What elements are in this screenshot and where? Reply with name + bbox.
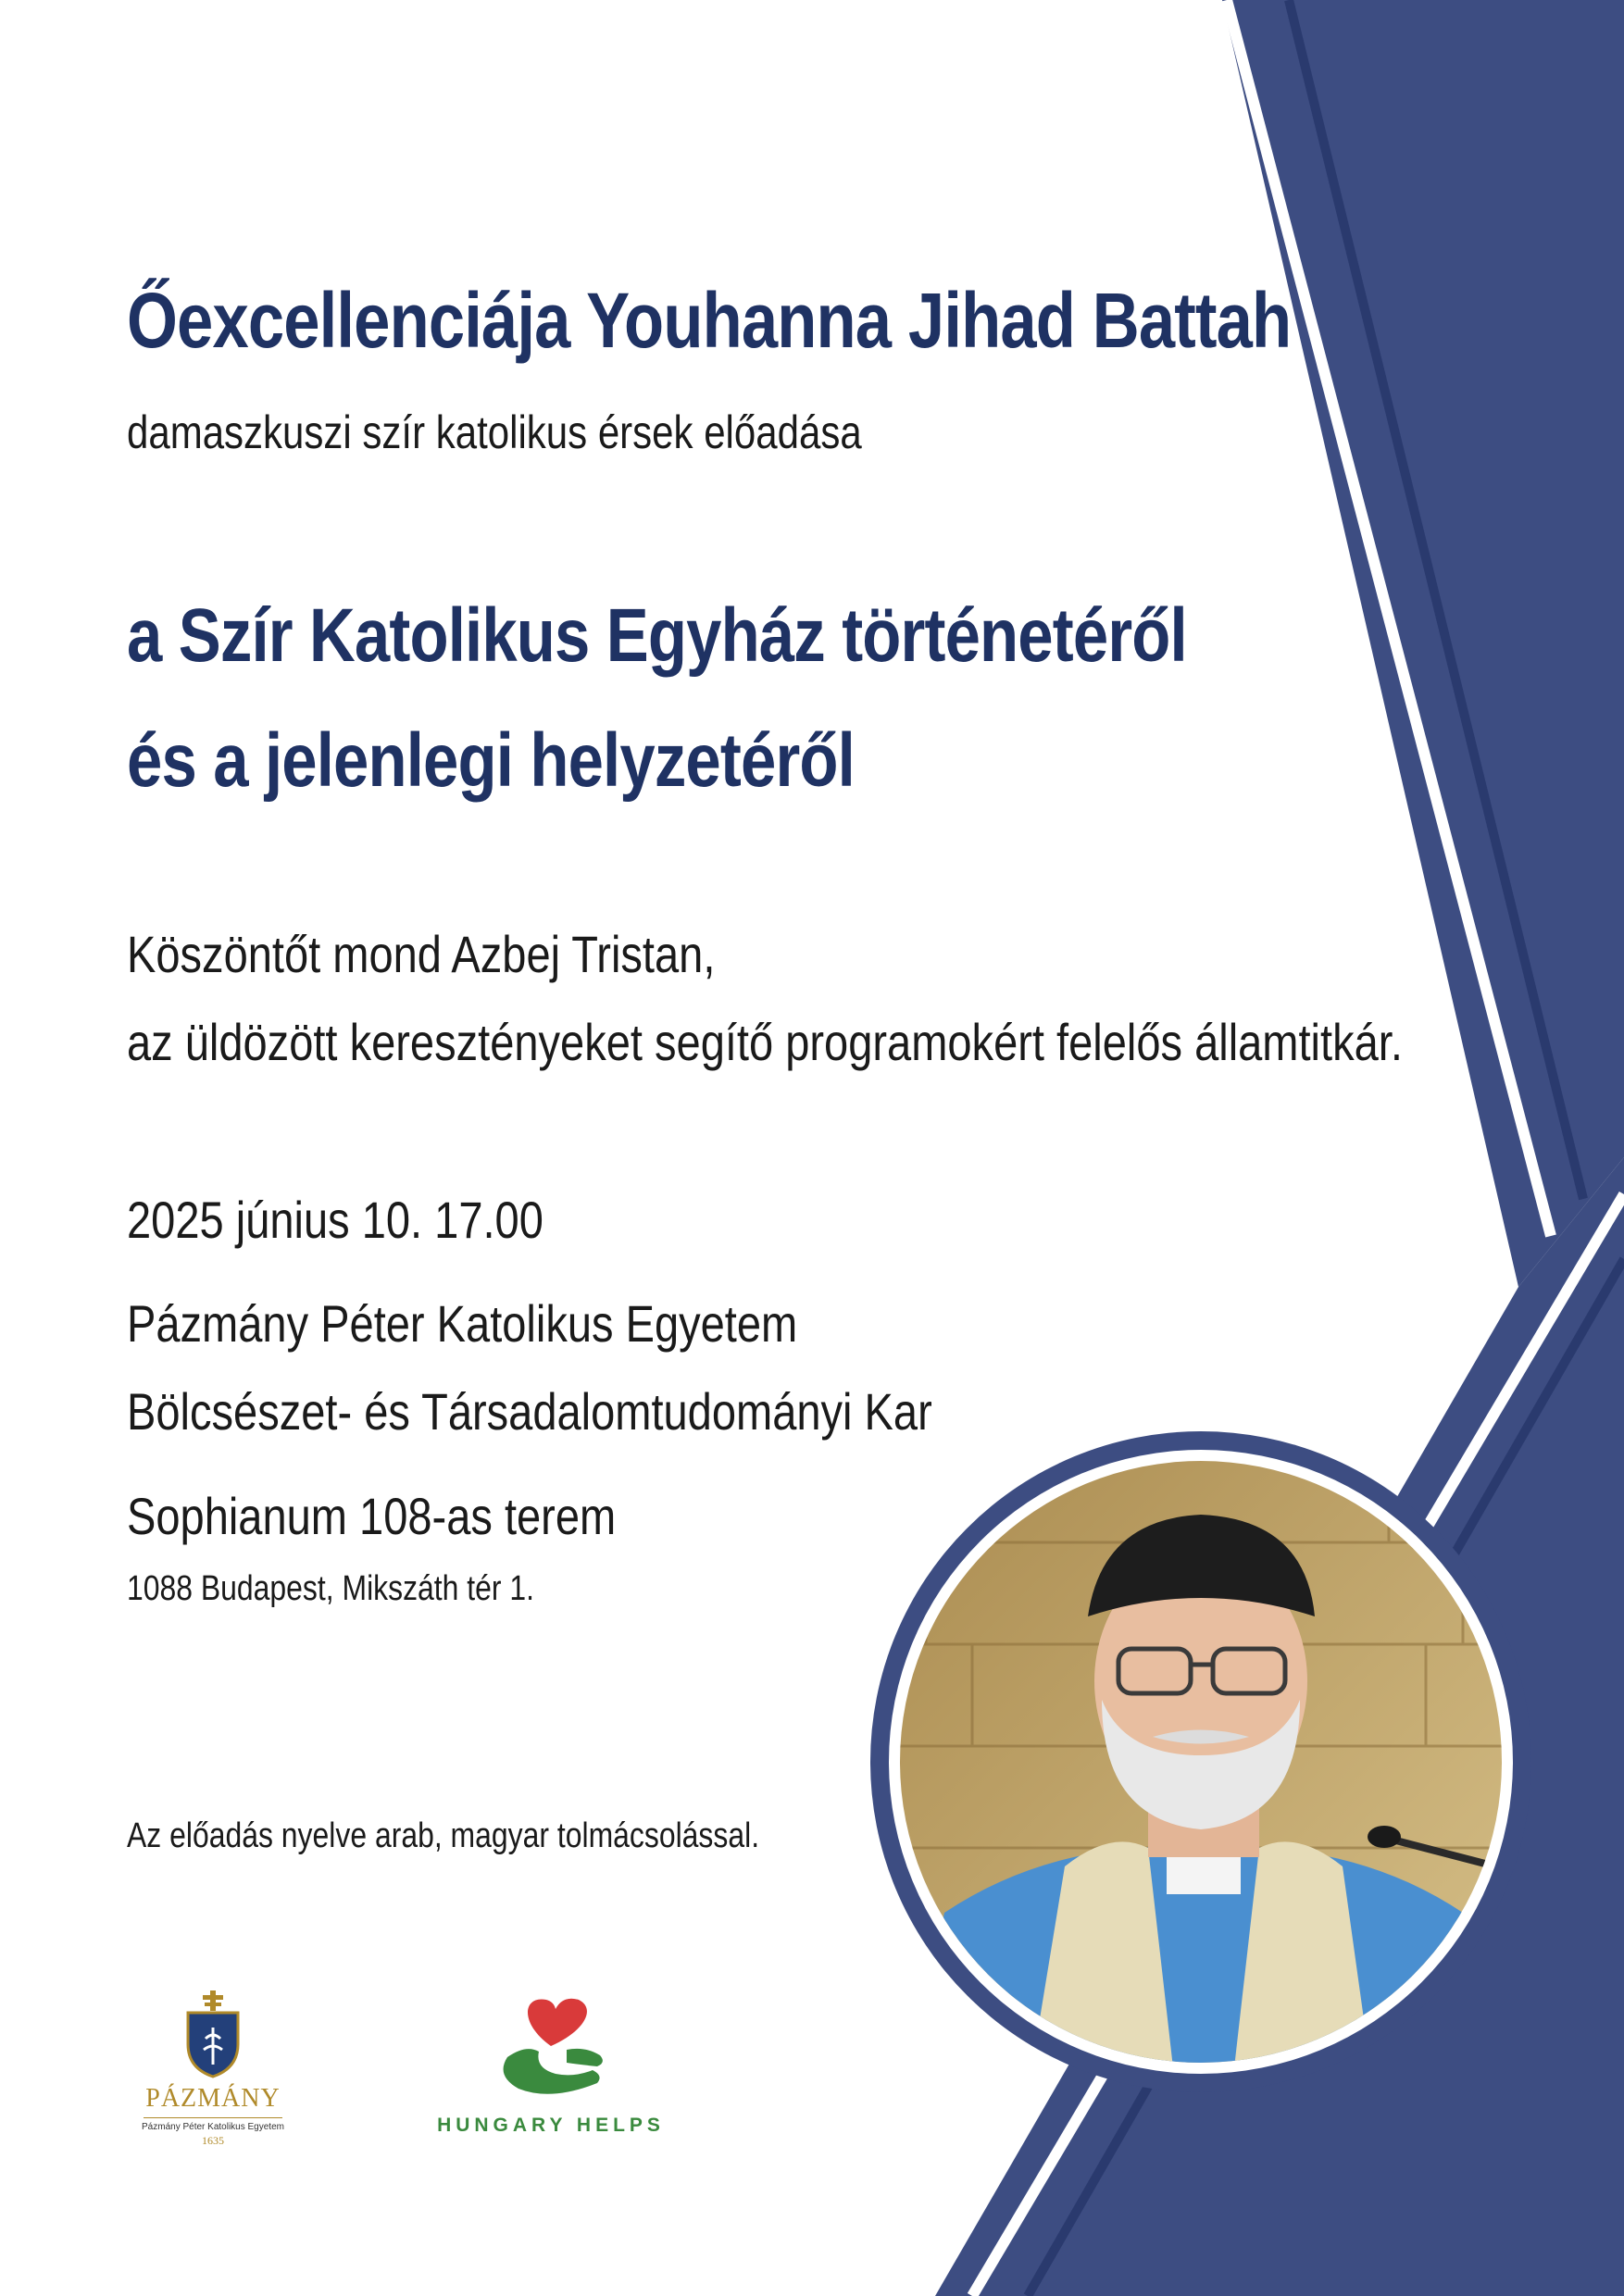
portrait-photo	[870, 1431, 1531, 2092]
hungary-helps-logo	[435, 1990, 667, 2176]
speaker-role: damaszkuszi szír katolikus érsek előadása	[127, 406, 862, 458]
pazmany-full-name: Pázmány Péter Katolikus Egyetem	[142, 2122, 284, 2132]
greeting-line-1: Köszöntőt mond Azbej Tristan,	[127, 925, 716, 983]
event-datetime: 2025 június 10. 17.00	[127, 1191, 543, 1249]
pazmany-divider	[144, 2117, 282, 2118]
topic-line-2: és a jelenlegi helyzetéről	[127, 718, 855, 803]
pazmany-logo	[125, 1990, 301, 2176]
language-note: Az előadás nyelve arab, magyar tolmácsolással.	[127, 1816, 760, 1855]
venue-faculty: Bölcsészet- és Társadalomtudományi Kar	[127, 1382, 932, 1441]
venue-address: 1088 Budapest, Mikszáth tér 1.	[127, 1569, 535, 1608]
venue-university: Pázmány Péter Katolikus Egyetem	[127, 1294, 798, 1353]
topic-line-1: a Szír Katolikus Egyház történetéről	[127, 593, 1187, 678]
greeting-line-2: az üldözött keresztényeket segítő programokért felelős államtitkár.	[127, 1013, 1403, 1071]
speaker-title: Őexcellenciája Youhanna Jihad Battah	[127, 277, 1292, 364]
heart-hand-icon	[481, 1990, 620, 2102]
pazmany-name: PÁZMÁNY	[145, 2084, 281, 2113]
pazmany-year: 1635	[202, 2134, 224, 2147]
hungary-helps-name: HUNGARY HELPS	[437, 2115, 665, 2136]
pazmany-crest-icon	[181, 1990, 245, 2078]
venue-room: Sophianum 108-as terem	[127, 1487, 617, 1545]
